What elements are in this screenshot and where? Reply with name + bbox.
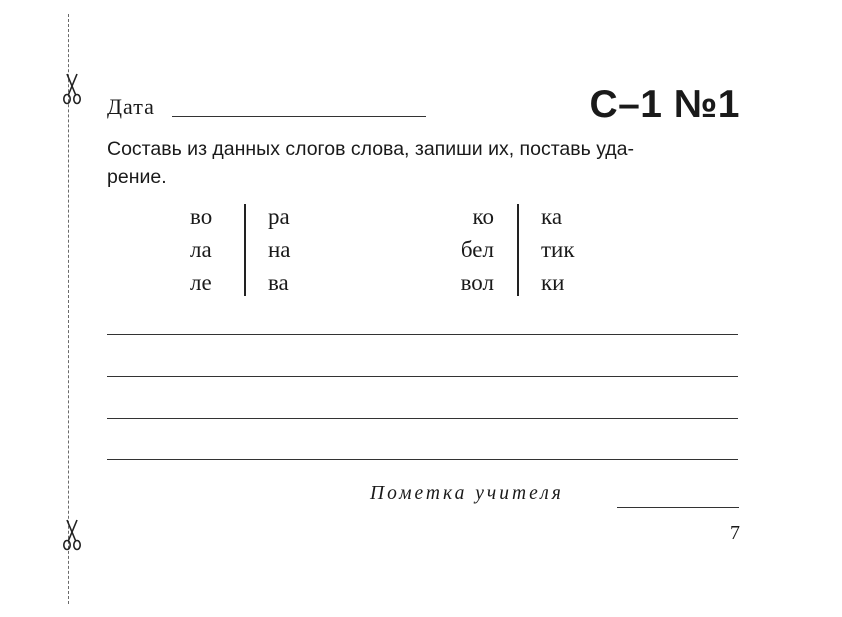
- scissors-icon: [60, 518, 84, 552]
- syllable: ка: [541, 204, 563, 229]
- syllable: во: [190, 204, 213, 229]
- syllable: ко: [472, 204, 494, 229]
- answer-line[interactable]: [107, 459, 738, 460]
- syllable: на: [268, 237, 291, 262]
- instruction-text: [107, 135, 747, 191]
- syllable-group-2-right: [541, 200, 575, 299]
- instruction-line-1: Составь из данных слогов слова, запиши их, поставь уда-: [107, 138, 635, 160]
- answer-line[interactable]: [107, 334, 738, 335]
- exercise-code: С–1 №1: [589, 83, 740, 126]
- answer-line[interactable]: [107, 376, 738, 377]
- teacher-note-label: Пометка учителя: [370, 483, 564, 504]
- syllable: тик: [541, 237, 575, 262]
- syllable-divider: [244, 204, 246, 296]
- scissors-icon: [60, 72, 84, 106]
- syllable-group-2-left: [434, 200, 494, 299]
- syllable: ва: [268, 270, 289, 295]
- syllable: ки: [541, 270, 565, 295]
- syllable-group-1-left: [190, 200, 212, 299]
- syllable-divider: [517, 204, 519, 296]
- syllable: ла: [190, 237, 212, 262]
- answer-line[interactable]: [107, 418, 738, 419]
- teacher-note-line[interactable]: [617, 507, 739, 508]
- page-number: 7: [730, 522, 740, 544]
- syllable: ле: [190, 270, 212, 295]
- syllable: бел: [460, 237, 494, 262]
- date-label: Дата: [107, 94, 155, 119]
- date-field-line[interactable]: [172, 116, 426, 117]
- instruction-line-2: рение.: [107, 166, 167, 188]
- syllable-group-1-right: [268, 200, 291, 299]
- syllable: ра: [268, 204, 290, 229]
- syllable: вол: [460, 270, 494, 295]
